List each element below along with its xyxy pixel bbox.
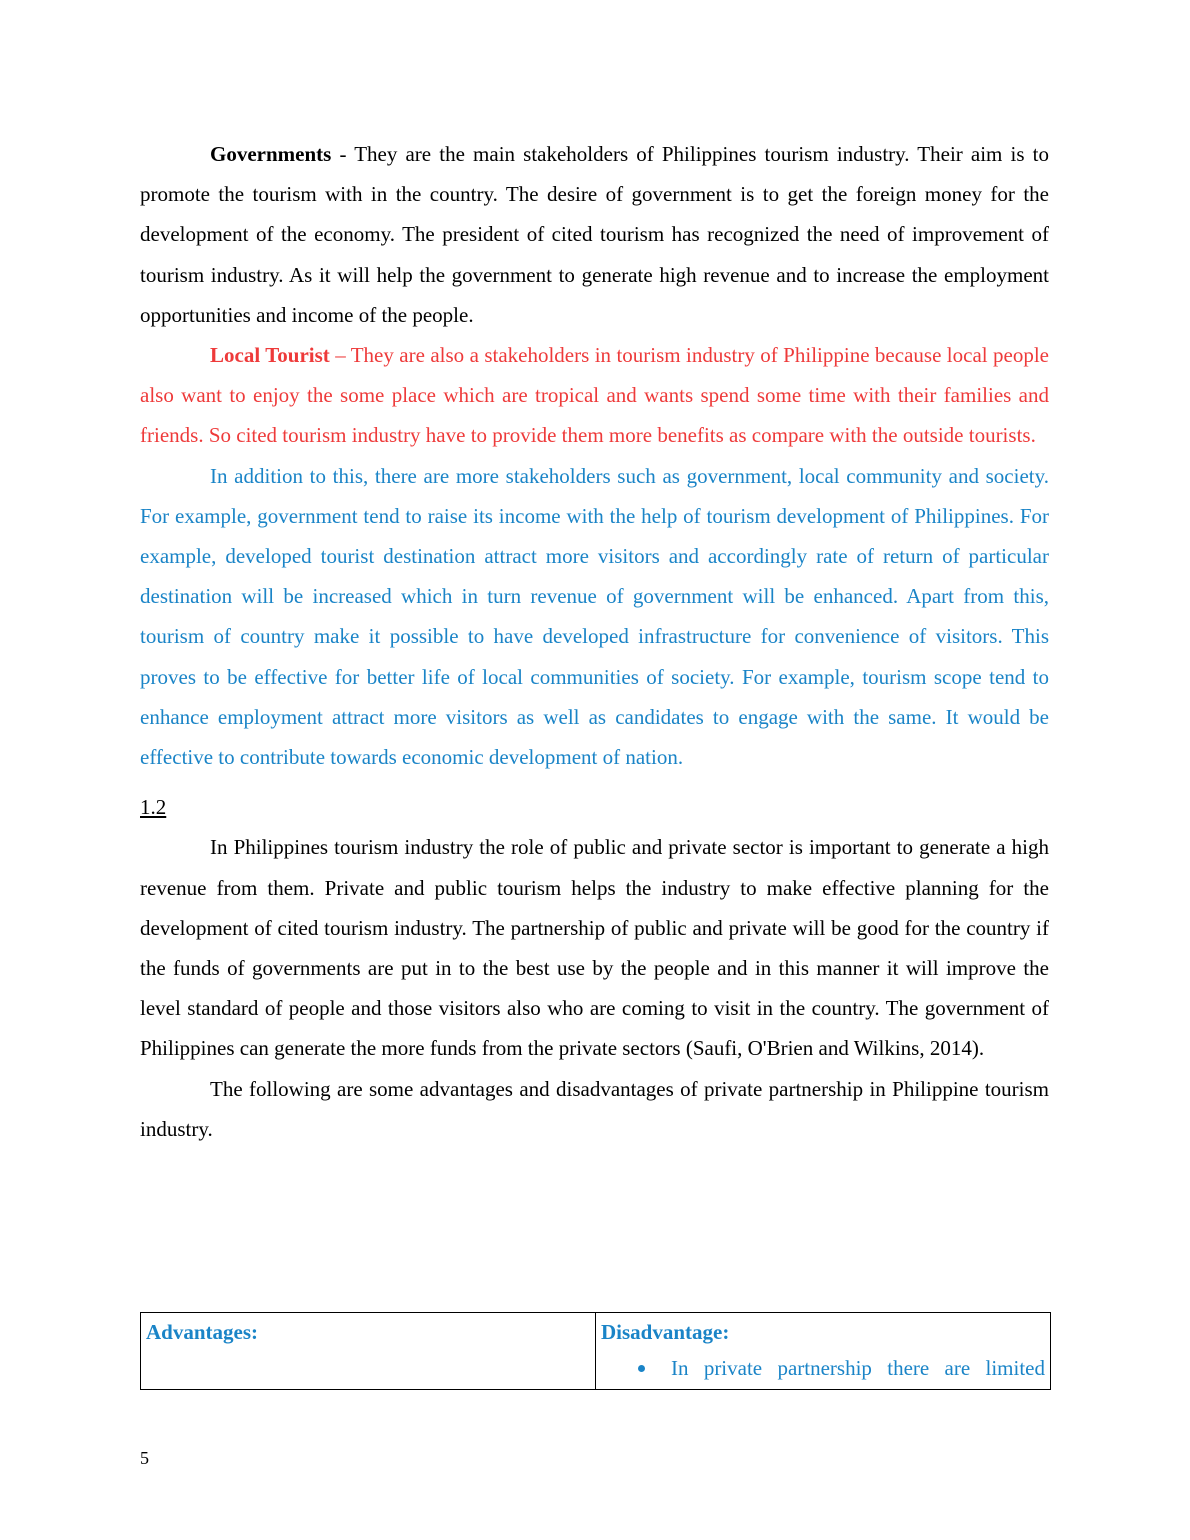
disadvantages-list [601, 1353, 1045, 1383]
local-tourist-term: Local Tourist [210, 343, 330, 368]
local-tourist-paragraph [140, 335, 1049, 456]
governments-term: Governments [210, 142, 332, 166]
public-private-paragraph: In Philippines tourism industry the role of public and private sector is important to generate a high revenue from them. Private and public tourism helps the industry to make effective planning for the development of cited tourism industry. The partnership of public and private will be good for the country if the funds of governments are put in to the best use by the people and in this manner it will improve the level standard of people and those visitors also who are coming to visit in the country. The government of Philippines can generate the more funds from the private sectors (Saufi, O'Brien and Wilkins, 2014). [140, 835, 1049, 1061]
stakeholders-addition-paragraph: In addition to this, there are more stakeholders such as government, local community and society. For example, government tend to raise its income with the help of tourism development of Philippines. For example, developed tourist destination attract more visitors and accordingly rate of return of particular destination will be increased which in turn revenue of government will be enhanced. Apart from this, tourism of country make it possible to have developed infrastructure for convenience of visitors. This proves to be effective for better life of local communities of society. For example, tourism scope tend to enhance employment attract more visitors as well as candidates to engage with the same. It would be effective to contribute towards economic development of nation. [140, 463, 1049, 770]
disadvantage-item-text: In private partnership there are limited [671, 1356, 1045, 1380]
document-body [140, 134, 1049, 1149]
governments-text: They are the main stakeholders of Philippines tourism industry. Their aim is to promote the tourism with in the country. The desire of government is to get the foreign money for the development of the economy. The president of cited tourism has recognized the need of improvement of tourism industry. As it will help the government to generate high revenue and to increase the employment opportunities and income of the people. [140, 142, 1049, 327]
section-heading-1-2: 1.2 [140, 795, 167, 820]
advantages-cell [141, 1313, 596, 1390]
following-paragraph: The following are some advantages and disadvantages of private partnership in Philippine tourism industry. [140, 1076, 1049, 1141]
list-item [601, 1353, 1045, 1383]
disadvantages-cell [596, 1313, 1051, 1390]
governments-separator: - [331, 142, 355, 166]
local-tourist-text: They are also a stakeholders in tourism industry of Philippine because local people also want to enjoy the some place which are tropical and wants spend some time with their families and friends. So cited tourism industry have to provide them more benefits as compare with the outside tourists. [140, 343, 1049, 448]
governments-paragraph [140, 134, 1049, 335]
advantages-disadvantages-table [140, 1312, 1051, 1390]
advantages-header: Advantages: [146, 1320, 259, 1344]
disadvantages-header: Disadvantage: [601, 1320, 730, 1344]
page-number: 5 [140, 1448, 149, 1468]
local-tourist-separator: – [329, 343, 351, 368]
bullet-icon [638, 1365, 645, 1372]
table-row [141, 1313, 1051, 1390]
